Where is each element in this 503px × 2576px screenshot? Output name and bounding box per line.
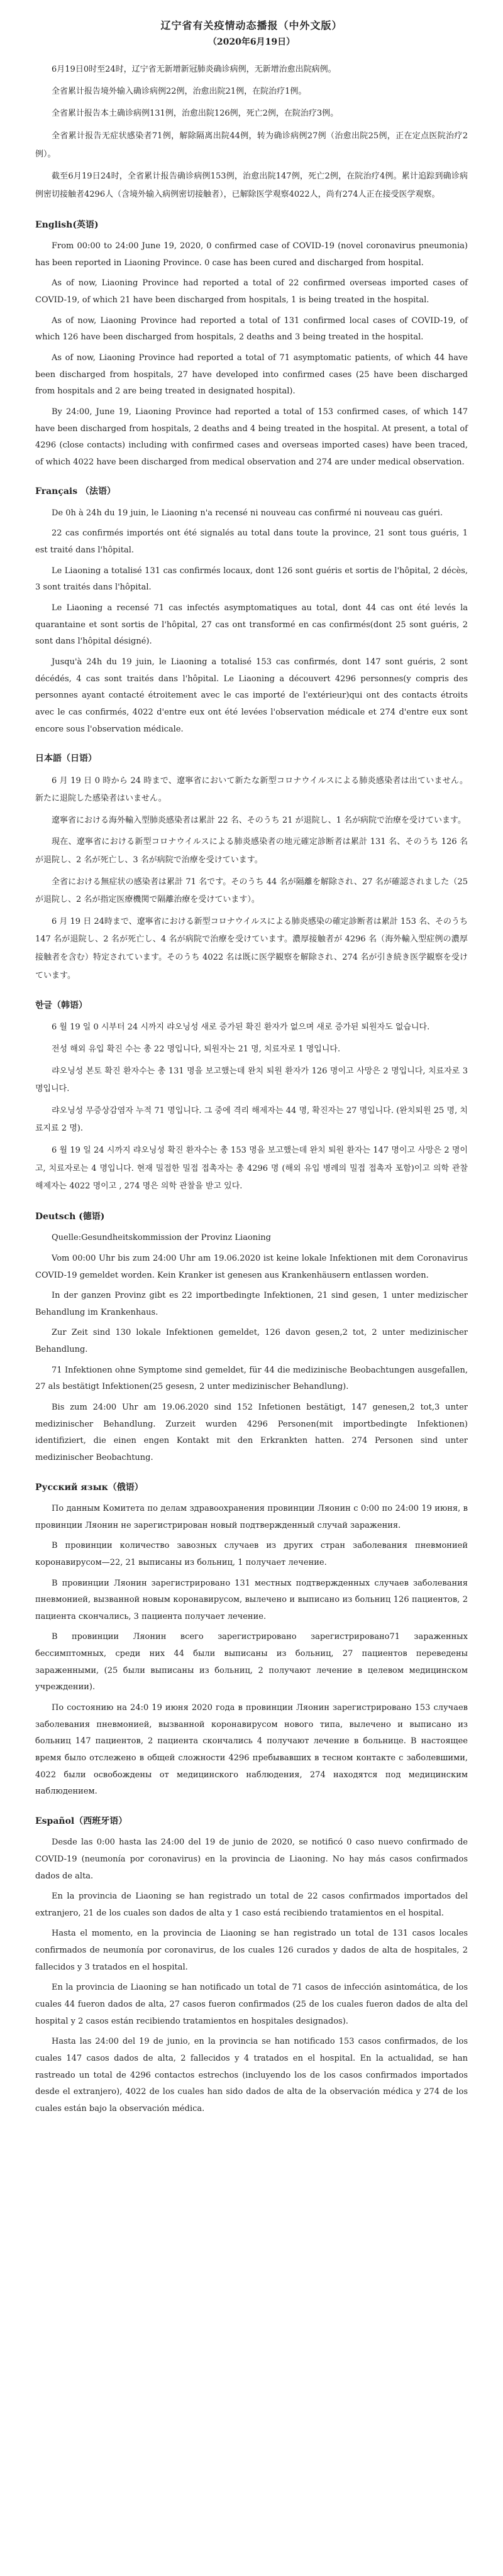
section-heading-es: Español（西班牙语） xyxy=(35,1816,128,1826)
paragraph: По состоянию на 24:0 19 июня 2020 года в провинции Ляонин зарегистрировано 153 случаев заболевания пневмонией, вызванной коронавирусом нового типа, вылечено и выписано из больниц 147 пациентов, 2 пациента скончались 4 получают лечение в больнице. В настоящее время было отслежено в общей сложности 4296 пребывавших в тесном контакте с заболевшими, 4022 были освобождены от медицинского наблюдения, 274 находятся под медицинским наблюдением. xyxy=(35,1702,468,1797)
paragraph: By 24:00, June 19, Liaoning Province had reported a total of 153 confirmed cases, of which 147 have been discharged from hospitals, 2 deaths and 4 being treated in the hospital. At present, a total of 4296 (close contacts) including with confirmed cases and overseas imported cases) have been traced, of which 4022 have been discharged from medical observation and 274 are under medical observation. xyxy=(35,407,468,467)
paragraph: Hasta el momento, en la provincia de Liaoning se han registrado un total de 131 casos locales confirmados de neumonía por coronavirus, de los cuales 126 curados y dados de alta de hospitales, 2 fallecidos y 3 tratados en el hospital. xyxy=(35,1929,468,1972)
paragraph: From 00:00 to 24:00 June 19, 2020, 0 confirmed case of COVID-19 (novel coronavirus pneumonia) has been reported in Liaoning Province. 0 case has been cured and discharged from hospital. xyxy=(35,241,468,268)
paragraph: 6月19日0时至24时，辽宁省无新增新冠肺炎确诊病例，无新增治愈出院病例。 xyxy=(52,64,336,74)
section-heading-ja: 日本語（日语） xyxy=(35,754,97,764)
paragraph: En la provincia de Liaoning se han registrado un total de 22 casos confirmados importados del extranjero, 21 de los cuales son dados de alta y 1 caso está recibiendo tratamientos en el hospital. xyxy=(35,1892,468,1918)
paragraph: As of now, Liaoning Province had reported a total of 22 confirmed overseas imported cases of COVID-19, of which 21 have been discharged from hospitals, 1 is being treated in the hospital. xyxy=(35,278,468,305)
paragraph: 랴오닝성 본토 확진 환자수는 총 131 명을 보고했는데 완치 퇴원 환자가 126 명이고 사망은 2 명입니다, 치료자로 3 명입니다. xyxy=(35,1066,468,1094)
paragraph: As of now, Liaoning Province had reported a total of 71 asymptomatic patients, of which 44 have been discharged from hospitals, 27 have developed into confirmed cases (25 have been discharged from hospitals and 2 are being treated in designated hospital). xyxy=(35,353,468,397)
paragraph: As of now, Liaoning Province had reported a total of 131 confirmed local cases of COVID-19, of which 126 have been discharged from hospitals, 2 deaths and 3 being treated in the hospital. xyxy=(35,315,468,343)
section-es xyxy=(35,1814,468,2118)
paragraph: 全省累计报告本土确诊病例131例，治愈出院126例，死亡2例，在院治疗3例。 xyxy=(52,109,339,119)
paragraph: Le Liaoning a recensé 71 cas infectés asymptomatiques au total, dont 44 cas ont été levés la quarantaine et sont sortis de l'hôpital, 27 cas ont transformé en cas confirmés(dont 25 sont guéris, 2 sont dans l'hôpital désigné). xyxy=(35,603,468,647)
document-title: 辽宁省有关疫情动态播报（中外文版） xyxy=(160,19,343,31)
section-de xyxy=(35,1210,468,1467)
paragraph: Jusqu'à 24h du 19 juin, le Liaoning a totalisé 153 cas confirmés, dont 147 sont guéris, 2 sont décédés, 4 cas sont traités dans l'hôpital. Le Liaoning a découvert 4296 personnes(y compris des personnes ayant contacté étroitement avec le cas importé de l'extérieur)qui ont des contacts étroits avec le cas confirmés, 4022 d'entre eux ont été levées l'observation médicale et 274 d'entre eux sont encore sous l'observation médicale. xyxy=(35,657,468,734)
paragraph: 6 월 19 일 24 시까지 랴오닝성 확진 환자수는 총 153 명을 보고했는데 완치 퇴원 환자는 147 명이고 사망은 2 명이고, 치료자로는 4 명입니다. 현재 밀접한 밀접 접촉자는 총 4296 명 (해외 유입 병례의 밀접 접촉자 포함)이고 의학 관찰 해제자는 4022 명이고 , 274 명은 의학 관찰을 받고 있다. xyxy=(35,1146,468,1192)
paragraph: 6 月 19 日 0 時から 24 時まで、遼寧省において新たな新型コロナウイルスによる肺炎感染者は出ていません。新たに退院した感染者はいません。 xyxy=(35,776,468,804)
paragraph: 截至6月19日24时，全省累计报告确诊病例153例，治愈出院147例，死亡2例，在院治疗4例。累计追踪到确诊病例密切接触者4296人（含境外输入病例密切接触者），已解除医学观察4022人，尚有274人正在接受医学观察。 xyxy=(35,172,468,200)
section-ja xyxy=(35,752,468,985)
paragraph: Bis zum 24:00 Uhr am 19.06.2020 sind 152 Infetionen bestätigt, 147 genesen,2 tot,3 unter medizinischer Behandlung. Zurzeit wurden 4296 Personen(mit importbedingte Infektionen) identifiziert, die einen engen Kontakt mit den Erkrankten hatten. 274 Personen sind unter medizinischer Beobachtung. xyxy=(35,1402,468,1462)
section-fr xyxy=(35,485,468,738)
paragraph: Desde las 0:00 hasta las 24:00 del 19 de junio de 2020, se notificó 0 caso nuevo confirmado de COVID-19 (neumonía por coronavirus) en la provincia de Liaoning. No hay más casos confirmados dados de alta. xyxy=(35,1838,468,1881)
section-en xyxy=(35,218,468,471)
section-heading-en: English(英语) xyxy=(35,219,99,230)
paragraph: 22 cas confirmés importés ont été signalés au total dans toute la province, 21 sont tous guéris, 1 est traité dans l'hôpital. xyxy=(35,529,468,556)
paragraph: 6 월 19 일 0 시부터 24 시까지 랴오닝성 새로 증가된 확진 환자가 없으며 새로 증가된 퇴원자도 없습니다. xyxy=(52,1022,430,1033)
section-ko xyxy=(35,999,468,1196)
document-date: （2020年6月19日） xyxy=(207,36,296,47)
paragraph: En la provincia de Liaoning se han notificado un total de 71 casos de infección asintomática, de los cuales 44 fueron dados de alta, 27 casos fueron confirmados (25 de los cuales fueron dados de alta del hospital y 2 casos están recibiendo tratamientos en hospitales designados). xyxy=(35,1983,468,2026)
language-sections xyxy=(35,60,468,2117)
section-heading-ru: Русский язык（俄语） xyxy=(35,1482,143,1493)
paragraph: Hasta las 24:00 del 19 de junio, en la provincia se han notificado 153 casos confirmados, de los cuales 147 casos dados de alta, 2 fallecidos y 4 tratados en el hospital. En la actualidad, se han rastreado un total de 4296 contactos estrechos (incluyendo los de los casos confirmados importados desde el extranjero), 4022 de los cuales han sido dados de alta de la observación médica y 274 de los cuales están bajo la observación médica. xyxy=(35,2037,468,2113)
paragraph: В провинции Ляонин зарегистрировано 131 местных подтвержденных случаев заболевания пневмонией, вызванной новым коронавирусом, вылечено и выписано из больниц 126 пациентов, 2 пациента скончались, 3 пациента получает лечение. xyxy=(35,1578,468,1621)
paragraph: По данным Комитета по делам здравоохранения провинции Ляонин с 0:00 по 24:00 19 июня, в провинции Ляонин не зарегистрирован новый подтвержденный случай заражения. xyxy=(35,1503,468,1530)
paragraph: 全省累计报告境外输入确诊病例22例，治愈出院21例，在院治疗1例。 xyxy=(52,87,307,97)
paragraph: 랴오닝성 무증상감염자 누적 71 명입니다. 그 중에 격리 해제자는 44 명, 확진자는 27 명입니다. (완치퇴원 25 명, 치료지료 2 명). xyxy=(35,1105,468,1134)
paragraph: 전성 해외 유입 확진 수는 총 22 명입니다, 퇴원자는 21 명, 치료자로 1 명입니다. xyxy=(52,1044,341,1055)
section-ru xyxy=(35,1481,468,1800)
paragraph: Vom 00:00 Uhr bis zum 24:00 Uhr am 19.06.2020 ist keine lokale Infektionen mit dem Coronavirus COVID-19 gemeldet worden. Kein Kranker ist genesen aus Krankenhäusern entlassen worden. xyxy=(35,1253,468,1280)
section-heading-de: Deutsch (德语) xyxy=(35,1211,105,1222)
paragraph: 遼寧省における海外輸入型肺炎感染者は累計 22 名、そのうち 21 が退院し、1 名が病院で治療を受けています。 xyxy=(52,815,466,825)
paragraph: Zur Zeit sind 130 lokale Infektionen gemeldet, 126 davon gesen,2 tot, 2 unter medizinischer Behandlung. xyxy=(35,1328,468,1355)
paragraph: Quelle:Gesundheitskommission der Provinz Liaoning xyxy=(52,1233,271,1243)
section-zh xyxy=(35,60,468,204)
section-heading-fr: Français （法语） xyxy=(35,486,116,497)
paragraph: 現在、遼寧省における新型コロナウイルスによる肺炎感染者の地元確定診断者は累計 131 名、そのうち 126 名が退院し、2 名が死亡し、3 名が病院で治療を受けています。 xyxy=(35,837,468,865)
paragraph: In der ganzen Provinz gibt es 22 importbedingte Infektionen, 21 sind gesen, 1 unter medizischer Behandlung im Krankenhaus. xyxy=(35,1291,468,1317)
paragraph: В провинции количество завозных случаев из других стран заболевания пневмонией коронавирусом—22, 21 выписаны из больниц, 1 получает лечение. xyxy=(35,1541,468,1567)
paragraph: 全省における無症状の感染者は累計 71 名です。そのうち 44 名が隔離を解除され、27 名が確認されました（25 が退院し、2 名が指定医療機関で隔離治療を受けています）。 xyxy=(35,877,468,905)
paragraph: 全省累计报告无症状感染者71例，解除隔离出院44例，转为确诊病例27例（治愈出院25例，正在定点医院治疗2例）。 xyxy=(35,131,468,159)
paragraph: De 0h à 24h du 19 juin, le Liaoning n'a recensé ni nouveau cas confirmé ni nouveau cas guéri. xyxy=(52,508,443,518)
page-bottom-space xyxy=(35,2131,468,2169)
paragraph: 71 Infektionen ohne Symptome sind gemeldet, für 44 die medizinische Beobachtungen ausgefallen, 27 als bestätigt Infektionen(25 gesesn, 2 unter medizinischer Behandlung). xyxy=(35,1365,468,1392)
paragraph: 6 月 19 日 24時まで、遼寧省における新型コロナウイルスによる肺炎感染の確定診断者は累計 153 名、そのうち 147 名が退院し、2 名が死亡し、4 名が病院で治療を受けています。濃厚接触者が 4296 名（海外輸入型症例の濃厚接触者を含む）特定されています。そのうち 4022 名は既に医学観察を解除され、274 名が引き続き医学観察を受けています。 xyxy=(35,916,468,980)
paragraph: В провинции Ляонин всего зарегистрировано зарегистрировано71 зараженных бессимптомных, среди них 44 были выписаны из больниц, 27 пациентов переведены зараженными, (25 были выписаны из больниц, 2 получают лечение в целевом медицинском учреждении). xyxy=(35,1632,468,1692)
section-heading-ko: 한글（韩语） xyxy=(35,1000,88,1011)
paragraph: Le Liaoning a totalisé 131 cas confirmés locaux, dont 126 sont guéris et sortis de l'hôpital, 2 décès, 3 sont traités dans l'hôpital. xyxy=(35,566,468,593)
